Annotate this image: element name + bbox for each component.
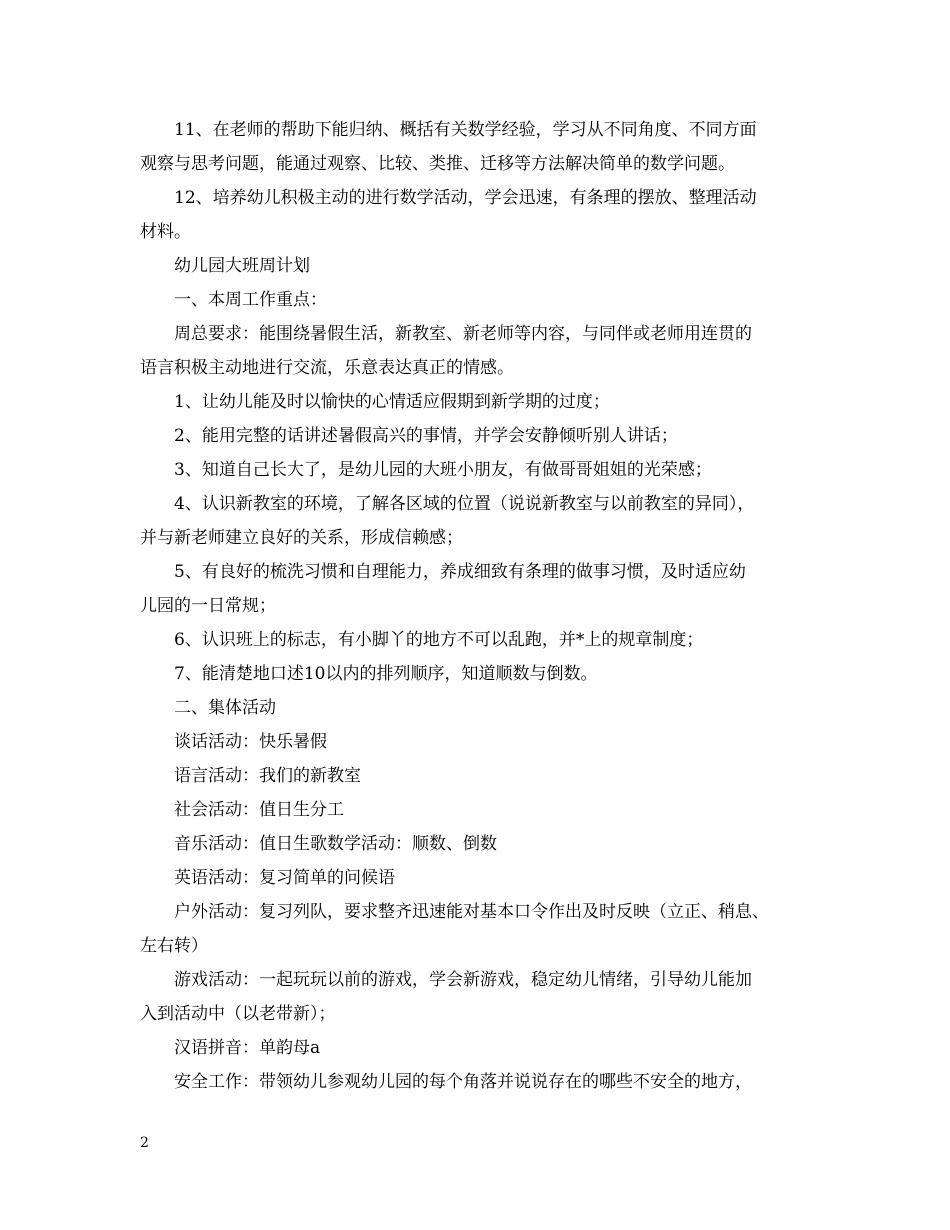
paragraph-line: 观察与思考问题，能通过观察、比较、类推、迁移等方法解决简单的数学问题。 [140, 154, 735, 174]
list-item-continuation: 儿园的一日常规； [140, 596, 276, 616]
paragraph-line: 材料。 [140, 222, 191, 242]
activity-line-continuation: 左右转） [140, 936, 208, 956]
list-item: 1、让幼儿能及时以愉快的心情适应假期到新学期的过度； [174, 392, 610, 412]
list-item: 7、能清楚地口述10以内的排列顺序，知道顺数与倒数。 [174, 664, 598, 684]
activity-line: 音乐活动：值日生歌数学活动：顺数、倒数 [174, 834, 497, 854]
section-heading: 二、集体活动 [174, 698, 276, 718]
activity-line: 游戏活动：一起玩玩以前的游戏，学会新游戏，稳定幼儿情绪，引导幼儿能加 [174, 970, 752, 990]
activity-line: 社会活动：值日生分工 [174, 800, 344, 820]
activity-line: 安全工作：带领幼儿参观幼儿园的每个角落并说说存在的哪些不安全的地方， [174, 1072, 752, 1092]
section-title: 幼儿园大班周计划 [174, 256, 310, 276]
list-item: 3、知道自己长大了，是幼儿园的大班小朋友，有做哥哥姐姐的光荣感； [174, 460, 712, 480]
paragraph-line: 11、在老师的帮助下能归纳、概括有关数学经验，学习从不同角度、不同方面 [174, 120, 757, 140]
list-item: 2、能用完整的话讲述暑假高兴的事情，并学会安静倾听别人讲话； [174, 426, 678, 446]
paragraph-line: 周总要求：能围绕暑假生活，新教室、新老师等内容，与同伴或老师用连贯的 [174, 324, 752, 344]
paragraph-line: 语言积极主动地进行交流，乐意表达真正的情感。 [140, 358, 514, 378]
activity-line: 英语活动：复习简单的问候语 [174, 868, 395, 888]
page-number: 2 [140, 1135, 149, 1151]
section-heading: 一、本周工作重点： [174, 290, 327, 310]
list-item: 4、认识新教室的环境，了解各区域的位置（说说新教室与以前教室的异同）， [174, 494, 755, 514]
list-item-continuation: 并与新老师建立良好的关系，形成信赖感； [140, 528, 463, 548]
activity-line: 汉语拼音：单韵母a [174, 1038, 321, 1058]
list-item: 6、认识班上的标志，有小脚丫的地方不可以乱跑，并*上的规章制度； [174, 630, 704, 650]
activity-line-continuation: 入到活动中（以老带新）； [140, 1004, 336, 1024]
activity-line: 户外活动：复习列队，要求整齐迅速能对基本口令作出及时反映（立正、稍息、 [174, 902, 769, 922]
list-item: 5、有良好的梳洗习惯和自理能力，养成细致有条理的做事习惯，及时适应幼 [174, 562, 746, 582]
activity-line: 谈话活动：快乐暑假 [174, 732, 327, 752]
activity-line: 语言活动：我们的新教室 [174, 766, 361, 786]
paragraph-line: 12、培养幼儿积极主动的进行数学活动，学会迅速，有条理的摆放、整理活动 [174, 188, 757, 208]
